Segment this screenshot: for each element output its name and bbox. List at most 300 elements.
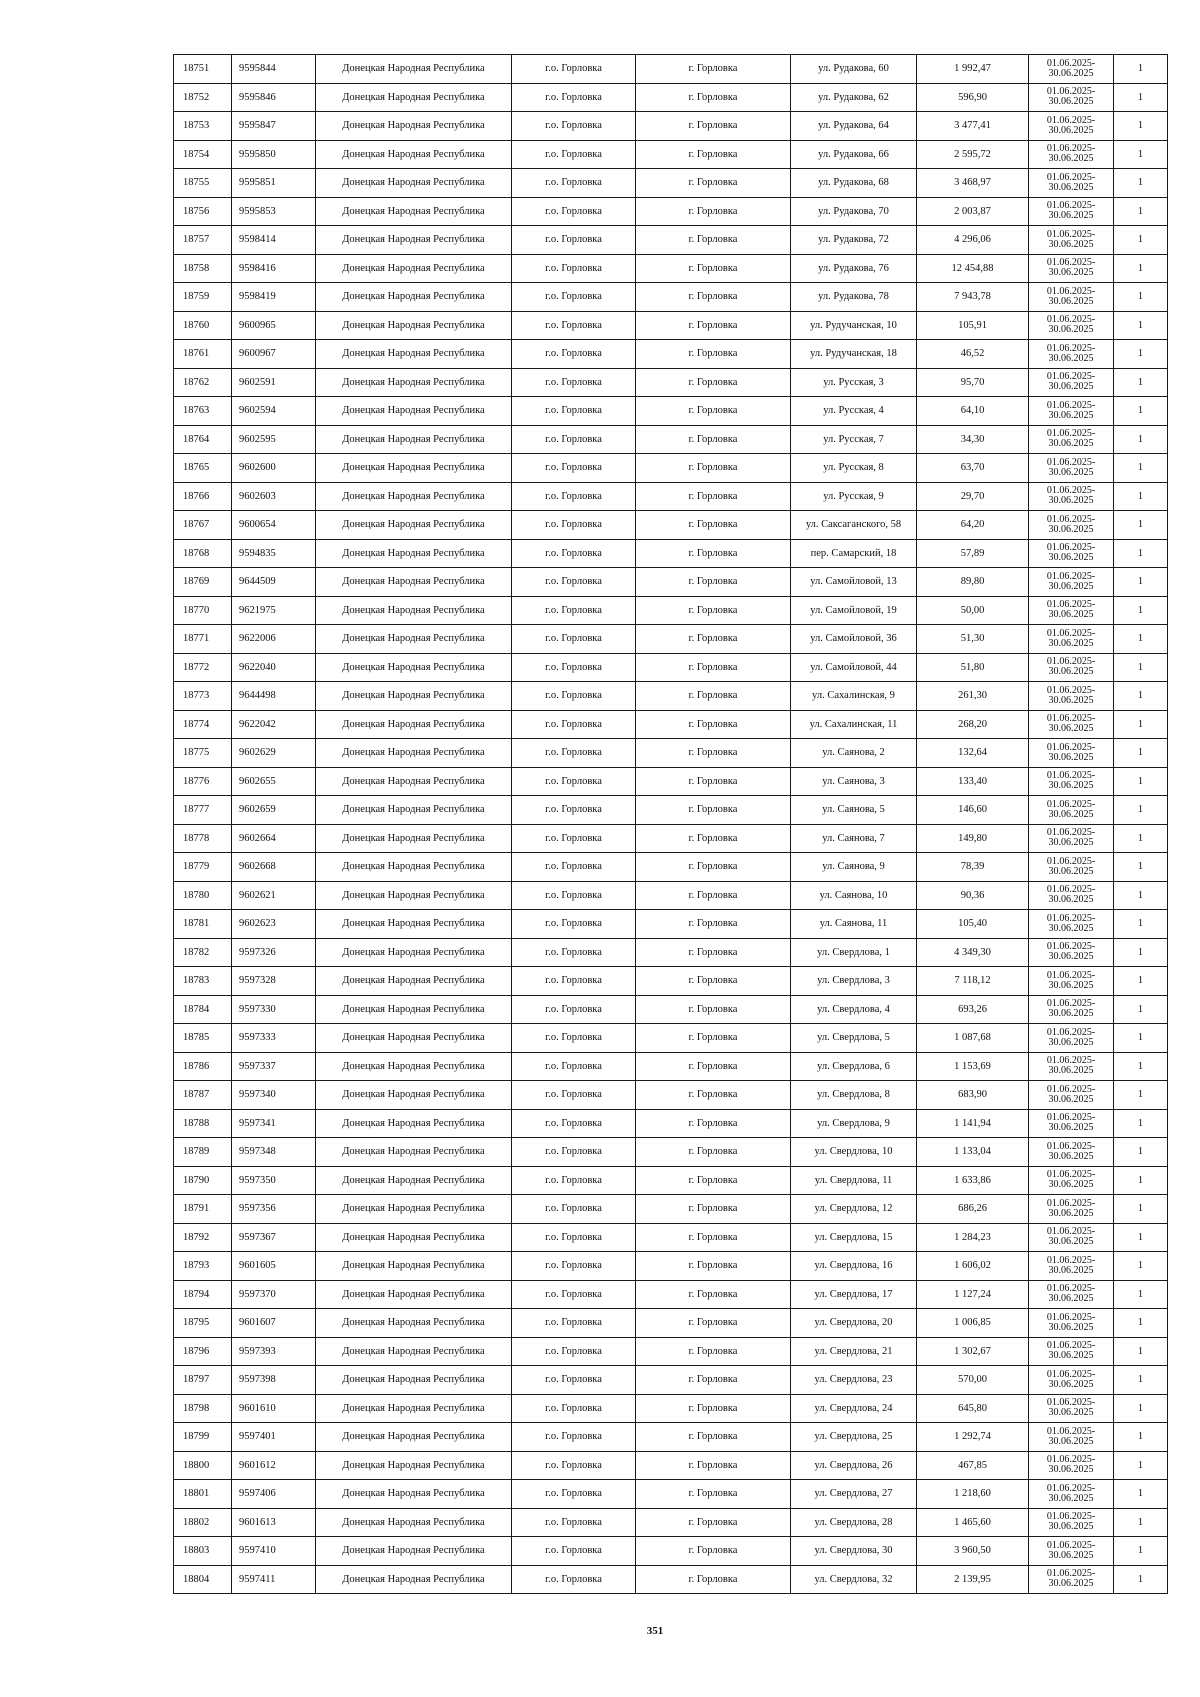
area-cell: 51,80	[917, 653, 1029, 682]
period-start: 01.06.2025-	[1046, 1311, 1096, 1323]
period-cell	[1029, 967, 1114, 996]
table-row	[174, 1024, 1168, 1053]
region-cell: Донецкая Народная Республика	[316, 368, 512, 397]
count-cell: 1	[1114, 1223, 1168, 1252]
area-cell: 34,30	[917, 425, 1029, 454]
area-cell: 1 153,69	[917, 1052, 1029, 1081]
area-cell: 570,00	[917, 1366, 1029, 1395]
count-cell: 1	[1114, 311, 1168, 340]
area-cell: 29,70	[917, 482, 1029, 511]
district-cell: г.о. Горловка	[512, 1166, 636, 1195]
count-cell: 1	[1114, 397, 1168, 426]
object-code-cell: 9602603	[232, 482, 316, 511]
period-end: 30.06.2025	[1048, 1122, 1094, 1134]
object-code-cell: 9597367	[232, 1223, 316, 1252]
region-cell: Донецкая Народная Республика	[316, 1394, 512, 1423]
period-start: 01.06.2025-	[1046, 684, 1096, 696]
area-cell: 64,10	[917, 397, 1029, 426]
address-cell: ул. Саянова, 10	[791, 881, 917, 910]
period-cell	[1029, 1366, 1114, 1395]
object-code-cell: 9602664	[232, 824, 316, 853]
object-code-cell: 9597350	[232, 1166, 316, 1195]
area-cell: 63,70	[917, 454, 1029, 483]
row-number-cell: 18771	[174, 625, 232, 654]
period-end: 30.06.2025	[1048, 67, 1094, 79]
row-number-cell: 18779	[174, 853, 232, 882]
period-cell	[1029, 767, 1114, 796]
area-cell: 2 139,95	[917, 1565, 1029, 1594]
object-code-cell: 9597341	[232, 1109, 316, 1138]
address-cell: ул. Рудучанская, 18	[791, 340, 917, 369]
area-cell: 686,26	[917, 1195, 1029, 1224]
period-start: 01.06.2025-	[1046, 599, 1096, 611]
period-end: 30.06.2025	[1048, 96, 1094, 108]
object-code-cell: 9622042	[232, 710, 316, 739]
address-cell: ул. Свердлова, 15	[791, 1223, 917, 1252]
period-end: 30.06.2025	[1048, 295, 1094, 307]
registry-table	[173, 54, 1168, 1594]
area-cell: 1 133,04	[917, 1138, 1029, 1167]
period-cell	[1029, 1423, 1114, 1452]
row-number-cell: 18751	[174, 55, 232, 84]
object-code-cell: 9595851	[232, 169, 316, 198]
period-end: 30.06.2025	[1048, 894, 1094, 906]
period-start: 01.06.2025-	[1046, 228, 1096, 240]
region-cell: Донецкая Народная Республика	[316, 1052, 512, 1081]
period-start: 01.06.2025-	[1046, 713, 1096, 725]
table-row	[174, 311, 1168, 340]
district-cell: г.о. Горловка	[512, 967, 636, 996]
row-number-cell: 18766	[174, 482, 232, 511]
district-cell: г.о. Горловка	[512, 682, 636, 711]
city-cell: г. Горловка	[636, 539, 791, 568]
address-cell: ул. Сахалинская, 9	[791, 682, 917, 711]
period-start: 01.06.2025-	[1046, 969, 1096, 981]
period-cell	[1029, 511, 1114, 540]
city-cell: г. Горловка	[636, 1451, 791, 1480]
row-number-cell: 18768	[174, 539, 232, 568]
period-end: 30.06.2025	[1048, 1321, 1094, 1333]
district-cell: г.о. Горловка	[512, 710, 636, 739]
table-row	[174, 425, 1168, 454]
period-end: 30.06.2025	[1048, 637, 1094, 649]
period-cell	[1029, 1394, 1114, 1423]
city-cell: г. Горловка	[636, 853, 791, 882]
city-cell: г. Горловка	[636, 1081, 791, 1110]
period-end: 30.06.2025	[1048, 694, 1094, 706]
city-cell: г. Горловка	[636, 625, 791, 654]
row-number-cell: 18793	[174, 1252, 232, 1281]
address-cell: ул. Русская, 8	[791, 454, 917, 483]
table-row	[174, 340, 1168, 369]
period-start: 01.06.2025-	[1046, 371, 1096, 383]
period-start: 01.06.2025-	[1046, 200, 1096, 212]
period-cell	[1029, 1565, 1114, 1594]
row-number-cell: 18780	[174, 881, 232, 910]
table-row	[174, 482, 1168, 511]
period-end: 30.06.2025	[1048, 979, 1094, 991]
object-code-cell: 9622040	[232, 653, 316, 682]
region-cell: Донецкая Народная Республика	[316, 1337, 512, 1366]
address-cell: ул. Саянова, 3	[791, 767, 917, 796]
region-cell: Донецкая Народная Республика	[316, 881, 512, 910]
region-cell: Донецкая Народная Республика	[316, 938, 512, 967]
period-end: 30.06.2025	[1048, 552, 1094, 564]
region-cell: Донецкая Народная Республика	[316, 169, 512, 198]
row-number-cell: 18788	[174, 1109, 232, 1138]
city-cell: г. Горловка	[636, 1423, 791, 1452]
address-cell: ул. Самойловой, 13	[791, 568, 917, 597]
period-end: 30.06.2025	[1048, 1549, 1094, 1561]
table-row	[174, 1052, 1168, 1081]
object-code-cell: 9602655	[232, 767, 316, 796]
district-cell: г.о. Горловка	[512, 1366, 636, 1395]
address-cell: ул. Рудакова, 66	[791, 140, 917, 169]
city-cell: г. Горловка	[636, 995, 791, 1024]
count-cell: 1	[1114, 83, 1168, 112]
region-cell: Донецкая Народная Республика	[316, 454, 512, 483]
count-cell: 1	[1114, 625, 1168, 654]
period-end: 30.06.2025	[1048, 922, 1094, 934]
count-cell: 1	[1114, 653, 1168, 682]
district-cell: г.о. Горловка	[512, 1195, 636, 1224]
row-number-cell: 18755	[174, 169, 232, 198]
period-end: 30.06.2025	[1048, 1264, 1094, 1276]
period-start: 01.06.2025-	[1046, 941, 1096, 953]
object-code-cell: 9597401	[232, 1423, 316, 1452]
area-cell: 132,64	[917, 739, 1029, 768]
address-cell: ул. Рудакова, 64	[791, 112, 917, 141]
region-cell: Донецкая Народная Республика	[316, 1223, 512, 1252]
address-cell: ул. Саксаганского, 58	[791, 511, 917, 540]
period-cell	[1029, 83, 1114, 112]
area-cell: 4 349,30	[917, 938, 1029, 967]
district-cell: г.о. Горловка	[512, 824, 636, 853]
district-cell: г.о. Горловка	[512, 1394, 636, 1423]
address-cell: ул. Свердлова, 8	[791, 1081, 917, 1110]
region-cell: Донецкая Народная Республика	[316, 824, 512, 853]
city-cell: г. Горловка	[636, 254, 791, 283]
period-end: 30.06.2025	[1048, 1179, 1094, 1191]
district-cell: г.о. Горловка	[512, 511, 636, 540]
table-row	[174, 767, 1168, 796]
district-cell: г.о. Горловка	[512, 1109, 636, 1138]
period-cell	[1029, 824, 1114, 853]
district-cell: г.о. Горловка	[512, 197, 636, 226]
period-start: 01.06.2025-	[1046, 171, 1096, 183]
row-number-cell: 18783	[174, 967, 232, 996]
district-cell: г.о. Горловка	[512, 625, 636, 654]
row-number-cell: 18752	[174, 83, 232, 112]
period-end: 30.06.2025	[1048, 1093, 1094, 1105]
city-cell: г. Горловка	[636, 1109, 791, 1138]
period-cell	[1029, 482, 1114, 511]
object-code-cell: 9644509	[232, 568, 316, 597]
table-row	[174, 1423, 1168, 1452]
district-cell: г.о. Горловка	[512, 1138, 636, 1167]
region-cell: Донецкая Народная Республика	[316, 568, 512, 597]
period-end: 30.06.2025	[1048, 267, 1094, 279]
count-cell: 1	[1114, 226, 1168, 255]
period-start: 01.06.2025-	[1046, 1539, 1096, 1551]
period-end: 30.06.2025	[1048, 124, 1094, 136]
period-start: 01.06.2025-	[1046, 1140, 1096, 1152]
period-end: 30.06.2025	[1048, 466, 1094, 478]
table-row	[174, 1280, 1168, 1309]
table-row	[174, 1366, 1168, 1395]
period-end: 30.06.2025	[1048, 153, 1094, 165]
object-code-cell: 9598419	[232, 283, 316, 312]
area-cell: 7 118,12	[917, 967, 1029, 996]
table-row	[174, 910, 1168, 939]
table-row	[174, 368, 1168, 397]
period-cell	[1029, 140, 1114, 169]
row-number-cell: 18765	[174, 454, 232, 483]
region-cell: Донецкая Народная Республика	[316, 1508, 512, 1537]
area-cell: 4 296,06	[917, 226, 1029, 255]
object-code-cell: 9602600	[232, 454, 316, 483]
district-cell: г.о. Горловка	[512, 568, 636, 597]
address-cell: ул. Свердлова, 28	[791, 1508, 917, 1537]
count-cell: 1	[1114, 511, 1168, 540]
district-cell: г.о. Горловка	[512, 226, 636, 255]
city-cell: г. Горловка	[636, 967, 791, 996]
period-start: 01.06.2025-	[1046, 1283, 1096, 1295]
table-row	[174, 824, 1168, 853]
region-cell: Донецкая Народная Республика	[316, 596, 512, 625]
district-cell: г.о. Горловка	[512, 311, 636, 340]
region-cell: Донецкая Народная Республика	[316, 1480, 512, 1509]
period-end: 30.06.2025	[1048, 1150, 1094, 1162]
address-cell: ул. Свердлова, 21	[791, 1337, 917, 1366]
object-code-cell: 9597398	[232, 1366, 316, 1395]
table-row	[174, 739, 1168, 768]
period-start: 01.06.2025-	[1046, 998, 1096, 1010]
object-code-cell: 9597340	[232, 1081, 316, 1110]
table-row	[174, 1138, 1168, 1167]
area-cell: 693,26	[917, 995, 1029, 1024]
area-cell: 1 992,47	[917, 55, 1029, 84]
period-end: 30.06.2025	[1048, 409, 1094, 421]
row-number-cell: 18803	[174, 1537, 232, 1566]
table-row	[174, 967, 1168, 996]
city-cell: г. Горловка	[636, 425, 791, 454]
table-row	[174, 1195, 1168, 1224]
address-cell: ул. Рудакова, 78	[791, 283, 917, 312]
row-number-cell: 18802	[174, 1508, 232, 1537]
city-cell: г. Горловка	[636, 197, 791, 226]
address-cell: ул. Саянова, 7	[791, 824, 917, 853]
count-cell: 1	[1114, 368, 1168, 397]
count-cell: 1	[1114, 853, 1168, 882]
row-number-cell: 18769	[174, 568, 232, 597]
row-number-cell: 18792	[174, 1223, 232, 1252]
period-cell	[1029, 625, 1114, 654]
period-cell	[1029, 568, 1114, 597]
address-cell: ул. Свердлова, 17	[791, 1280, 917, 1309]
period-start: 01.06.2025-	[1046, 827, 1096, 839]
period-cell	[1029, 653, 1114, 682]
city-cell: г. Горловка	[636, 1195, 791, 1224]
period-start: 01.06.2025-	[1046, 114, 1096, 126]
object-code-cell: 9600967	[232, 340, 316, 369]
row-number-cell: 18778	[174, 824, 232, 853]
table-row	[174, 1565, 1168, 1594]
city-cell: г. Горловка	[636, 311, 791, 340]
district-cell: г.о. Горловка	[512, 653, 636, 682]
period-start: 01.06.2025-	[1046, 513, 1096, 525]
row-number-cell: 18761	[174, 340, 232, 369]
period-start: 01.06.2025-	[1046, 912, 1096, 924]
city-cell: г. Горловка	[636, 682, 791, 711]
count-cell: 1	[1114, 1423, 1168, 1452]
address-cell: ул. Рудакова, 62	[791, 83, 917, 112]
city-cell: г. Горловка	[636, 397, 791, 426]
area-cell: 596,90	[917, 83, 1029, 112]
district-cell: г.о. Горловка	[512, 1337, 636, 1366]
region-cell: Донецкая Народная Республика	[316, 1366, 512, 1395]
address-cell: ул. Свердлова, 32	[791, 1565, 917, 1594]
area-cell: 50,00	[917, 596, 1029, 625]
count-cell: 1	[1114, 568, 1168, 597]
period-cell	[1029, 1109, 1114, 1138]
address-cell: ул. Свердлова, 24	[791, 1394, 917, 1423]
period-cell	[1029, 539, 1114, 568]
object-code-cell: 9595846	[232, 83, 316, 112]
period-cell	[1029, 596, 1114, 625]
period-start: 01.06.2025-	[1046, 57, 1096, 69]
period-cell	[1029, 796, 1114, 825]
table-row	[174, 83, 1168, 112]
count-cell: 1	[1114, 1280, 1168, 1309]
row-number-cell: 18784	[174, 995, 232, 1024]
district-cell: г.о. Горловка	[512, 1052, 636, 1081]
region-cell: Донецкая Народная Республика	[316, 796, 512, 825]
city-cell: г. Горловка	[636, 1223, 791, 1252]
period-cell	[1029, 1480, 1114, 1509]
table-row	[174, 169, 1168, 198]
row-number-cell: 18754	[174, 140, 232, 169]
address-cell: ул. Свердлова, 10	[791, 1138, 917, 1167]
count-cell: 1	[1114, 1166, 1168, 1195]
area-cell: 12 454,88	[917, 254, 1029, 283]
period-end: 30.06.2025	[1048, 780, 1094, 792]
region-cell: Донецкая Народная Республика	[316, 1309, 512, 1338]
area-cell: 261,30	[917, 682, 1029, 711]
region-cell: Донецкая Народная Республика	[316, 1195, 512, 1224]
area-cell: 3 477,41	[917, 112, 1029, 141]
object-code-cell: 9597411	[232, 1565, 316, 1594]
period-cell	[1029, 853, 1114, 882]
period-start: 01.06.2025-	[1046, 1511, 1096, 1523]
period-cell	[1029, 55, 1114, 84]
city-cell: г. Горловка	[636, 140, 791, 169]
period-cell	[1029, 368, 1114, 397]
period-start: 01.06.2025-	[1046, 257, 1096, 269]
object-code-cell: 9597410	[232, 1537, 316, 1566]
period-cell	[1029, 1081, 1114, 1110]
period-end: 30.06.2025	[1048, 951, 1094, 963]
region-cell: Донецкая Народная Республика	[316, 254, 512, 283]
address-cell: ул. Саянова, 11	[791, 910, 917, 939]
count-cell: 1	[1114, 824, 1168, 853]
object-code-cell: 9621975	[232, 596, 316, 625]
object-code-cell: 9597326	[232, 938, 316, 967]
period-end: 30.06.2025	[1048, 210, 1094, 222]
count-cell: 1	[1114, 254, 1168, 283]
object-code-cell: 9601605	[232, 1252, 316, 1281]
city-cell: г. Горловка	[636, 169, 791, 198]
district-cell: г.о. Горловка	[512, 596, 636, 625]
address-cell: ул. Самойловой, 44	[791, 653, 917, 682]
table-row	[174, 853, 1168, 882]
area-cell: 90,36	[917, 881, 1029, 910]
district-cell: г.о. Горловка	[512, 1423, 636, 1452]
address-cell: ул. Рудакова, 70	[791, 197, 917, 226]
row-number-cell: 18782	[174, 938, 232, 967]
object-code-cell: 9602595	[232, 425, 316, 454]
period-end: 30.06.2025	[1048, 808, 1094, 820]
object-code-cell: 9597370	[232, 1280, 316, 1309]
address-cell: ул. Рудакова, 76	[791, 254, 917, 283]
period-cell	[1029, 682, 1114, 711]
period-end: 30.06.2025	[1048, 1578, 1094, 1590]
district-cell: г.о. Горловка	[512, 1508, 636, 1537]
period-start: 01.06.2025-	[1046, 1026, 1096, 1038]
city-cell: г. Горловка	[636, 1337, 791, 1366]
table-row	[174, 653, 1168, 682]
period-end: 30.06.2025	[1048, 381, 1094, 393]
address-cell: ул. Свердлова, 1	[791, 938, 917, 967]
period-end: 30.06.2025	[1048, 1207, 1094, 1219]
row-number-cell: 18799	[174, 1423, 232, 1452]
count-cell: 1	[1114, 938, 1168, 967]
address-cell: ул. Свердлова, 23	[791, 1366, 917, 1395]
period-end: 30.06.2025	[1048, 1350, 1094, 1362]
period-cell	[1029, 910, 1114, 939]
address-cell: ул. Самойловой, 19	[791, 596, 917, 625]
table-row	[174, 881, 1168, 910]
address-cell: ул. Свердлова, 27	[791, 1480, 917, 1509]
count-cell: 1	[1114, 1252, 1168, 1281]
table-row	[174, 1537, 1168, 1566]
region-cell: Донецкая Народная Республика	[316, 682, 512, 711]
row-number-cell: 18774	[174, 710, 232, 739]
table-row	[174, 995, 1168, 1024]
city-cell: г. Горловка	[636, 881, 791, 910]
table-row	[174, 140, 1168, 169]
row-number-cell: 18772	[174, 653, 232, 682]
region-cell: Донецкая Народная Республика	[316, 767, 512, 796]
row-number-cell: 18753	[174, 112, 232, 141]
period-end: 30.06.2025	[1048, 837, 1094, 849]
period-cell	[1029, 226, 1114, 255]
period-cell	[1029, 1309, 1114, 1338]
period-cell	[1029, 454, 1114, 483]
district-cell: г.о. Горловка	[512, 1024, 636, 1053]
period-start: 01.06.2025-	[1046, 1112, 1096, 1124]
period-end: 30.06.2025	[1048, 1065, 1094, 1077]
object-code-cell: 9597333	[232, 1024, 316, 1053]
district-cell: г.о. Горловка	[512, 910, 636, 939]
period-start: 01.06.2025-	[1046, 1254, 1096, 1266]
object-code-cell: 9597337	[232, 1052, 316, 1081]
table-row	[174, 796, 1168, 825]
district-cell: г.о. Горловка	[512, 397, 636, 426]
period-start: 01.06.2025-	[1046, 627, 1096, 639]
count-cell: 1	[1114, 482, 1168, 511]
address-cell: ул. Свердлова, 16	[791, 1252, 917, 1281]
